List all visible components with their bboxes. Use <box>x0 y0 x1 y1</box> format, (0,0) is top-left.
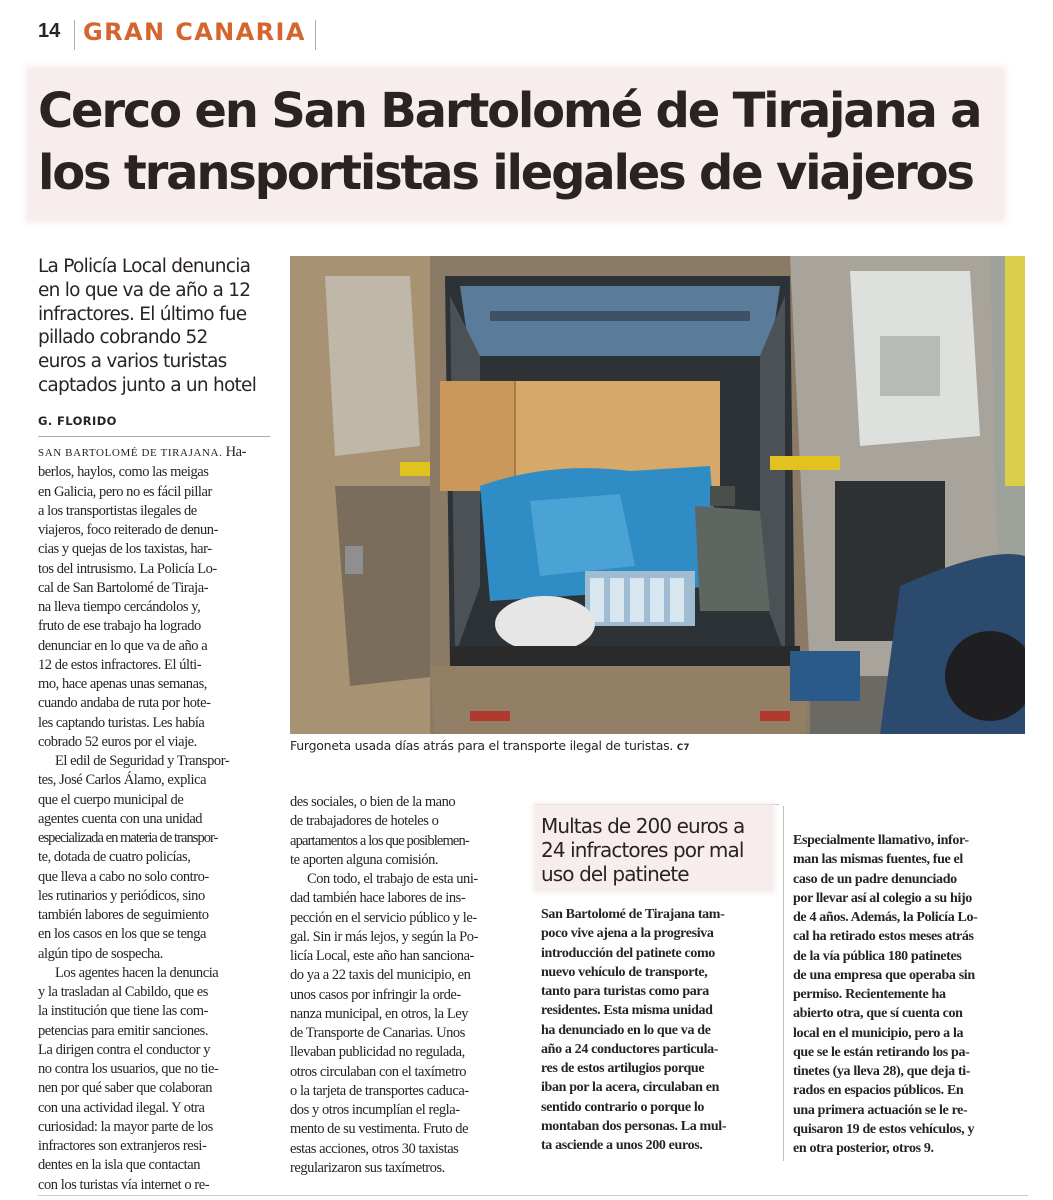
sidebar-line: caso de un padre denunciado <box>793 871 957 887</box>
body-line: curiosidad: la mayor parte de los <box>38 1118 213 1135</box>
body-line: cuando andaba de ruta por hote- <box>38 695 211 712</box>
header-divider <box>74 20 75 50</box>
body-line: con los turistas vía internet o re- <box>38 1176 210 1193</box>
body-line: El edil de Seguridad y Transpor- <box>55 753 230 769</box>
body-line: La dirigen contra el conductor y <box>38 1041 211 1058</box>
sidebar-headline <box>541 814 773 886</box>
body-line: la institución que tiene las com- <box>38 1003 208 1020</box>
sidebar-headline-line: 24 infractores por mal <box>541 838 744 862</box>
sidebar-line: residentes. Esta misma unidad <box>541 1003 713 1019</box>
body-line: a los transportistas ilegales de <box>38 502 197 519</box>
body-line: 12 de estos infractores. El últi- <box>38 656 202 673</box>
sidebar-line: iban por la acera, circulaban en <box>541 1080 720 1096</box>
sidebar-line: nuevo vehículo de transporte, <box>541 964 708 980</box>
sidebar-line: res de estos artilugios porque <box>541 1061 705 1076</box>
header-divider <box>315 20 316 50</box>
section-title: GRAN CANARIA <box>83 18 306 46</box>
body-line: des sociales, o bien de la mano <box>290 794 456 810</box>
sidebar-line: quisaron 19 de estos vehículos, y <box>793 1121 975 1137</box>
body-line: cobrado 52 euros por el viaje. <box>38 733 197 750</box>
body-line: petencias para emitir sanciones. <box>38 1022 208 1039</box>
sidebar-column-1 <box>541 905 775 1155</box>
body-line: algún tipo de sospecha. <box>38 945 163 962</box>
sidebar-line: introducción del patinete como <box>541 945 715 961</box>
byline-rule <box>38 436 270 437</box>
sidebar-line: sentido contrario o porque lo <box>541 1099 705 1115</box>
dateline: SAN BARTOLOMÉ DE TIRAJANA. <box>38 447 223 459</box>
body-line: estas acciones, otros 30 taxistas <box>290 1140 459 1157</box>
sidebar-column-2 <box>793 831 1029 1158</box>
body-line: nen por qué saber que colaboran <box>38 1080 213 1097</box>
body-line: viajeros, foco reiterado de denun- <box>38 522 218 538</box>
body-line: otros circulaban con el taxímetro <box>290 1063 466 1080</box>
body-line: con una actividad ilegal. Y otra <box>38 1099 205 1116</box>
page-number: 14 <box>38 20 61 42</box>
sidebar-line: por llevar así al colegio a su hijo <box>793 890 972 906</box>
headline-line: los transportistas ilegales de viajeros <box>38 145 973 201</box>
body-line: na lleva tiempo cercándolos y, <box>38 599 201 615</box>
headline-line: Cerco en San Bartolomé de Tirajana a <box>38 83 981 139</box>
body-line: unos casos por infringir la orde- <box>290 986 461 1003</box>
sidebar-line: en otra posterior, otros 9. <box>793 1141 934 1156</box>
caption-text: Furgoneta usada días atrás para el transporte ilegal de turistas. <box>290 738 674 753</box>
photo-caption <box>290 738 690 753</box>
body-line: gal. Sin ir más lejos, y según la Po- <box>290 928 478 945</box>
lead-line: euros a varios turistas <box>38 351 227 373</box>
body-line: les captando turistas. Les había <box>38 714 205 731</box>
body-column-2 <box>290 793 522 1178</box>
body-line: cias y quejas de los taxistas, har- <box>38 541 212 558</box>
body-line: dad también hace labores de ins- <box>290 890 466 907</box>
body-line: dos y otros incumplían el regla- <box>290 1102 460 1118</box>
body-line-text: Ha- <box>225 444 247 460</box>
body-line: denunciar en lo que va de año a <box>38 637 208 654</box>
body-line: te aporten alguna comisión. <box>290 851 439 868</box>
body-line: de Transporte de Canarias. Unos <box>290 1025 465 1041</box>
body-line: regularizaron sus taxímetros. <box>290 1159 445 1176</box>
body-line: llevaban publicidad no regulada, <box>290 1044 465 1061</box>
page-bottom-rule <box>38 1195 1028 1196</box>
body-line: berlos, haylos, como las meigas <box>38 464 209 481</box>
sidebar-line: tanto para turistas como para <box>541 984 709 999</box>
lead-line: pillado cobrando 52 <box>38 327 208 349</box>
lead-line: en lo que va de año a 12 <box>38 279 251 301</box>
body-line: les rutinarios y periódicos, sino <box>38 887 205 904</box>
body-line: infractores son extranjeros resi- <box>38 1138 207 1154</box>
sidebar-line: ta asciende a unos 200 euros. <box>541 1138 703 1153</box>
sidebar-line: poco vive ajena a la progresiva <box>541 926 714 942</box>
byline: G. FLORIDO <box>38 414 117 428</box>
sidebar-line: de una empresa que operaba sin <box>793 967 975 983</box>
body-line: que lleva a cabo no solo contro- <box>38 868 209 885</box>
van-photo <box>290 256 1025 734</box>
body-line: dentes en la isla que contactan <box>38 1157 200 1174</box>
sidebar-line: Especialmente llamativo, infor- <box>793 833 969 848</box>
body-line: te, dotada de cuatro policías, <box>38 849 191 866</box>
sidebar-line: una primera actuación se le re- <box>793 1102 968 1118</box>
lead-paragraph <box>38 255 278 398</box>
body-column-1 <box>38 443 270 1195</box>
lead-line: infractores. El último fue <box>38 303 247 325</box>
body-line: Con todo, el trabajo de esta uni- <box>307 871 478 887</box>
sidebar-line: man las mismas fuentes, fue el <box>793 852 963 868</box>
body-line: también labores de seguimiento <box>38 907 209 923</box>
body-line: licía Local, este año han sanciona- <box>290 948 474 964</box>
body-line: en los casos en los que se tenga <box>38 926 207 943</box>
sidebar-line: de la vía pública 180 patinetes <box>793 948 962 964</box>
sidebar-line: año a 24 conductores particula- <box>541 1041 719 1057</box>
body-line: mo, hace apenas unas semanas, <box>38 676 207 692</box>
body-line: apartamentos a los que posiblemen- <box>290 832 469 849</box>
sidebar-line: ha denunciado en lo que va de <box>541 1022 711 1038</box>
body-line: o la tarjeta de transportes caduca- <box>290 1082 469 1099</box>
sidebar-headline-line: Multas de 200 euros a <box>541 814 745 838</box>
body-line: de trabajadores de hoteles o <box>290 813 439 830</box>
lead-line: captados junto a un hotel <box>38 374 257 396</box>
sidebar-line: local en el municipio, pero a la <box>793 1025 964 1041</box>
body-line: en Galicia, pero no es fácil pillar <box>38 483 212 500</box>
sidebar-line: montaban dos personas. La mul- <box>541 1118 727 1134</box>
body-line: agentes cuenta con una unidad <box>38 810 203 827</box>
body-line: mento de su vestimenta. Fruto de <box>290 1121 469 1138</box>
body-line: especializada en materia de transpor- <box>38 830 218 846</box>
sidebar-line: abierto otra, que sí cuenta con <box>793 1006 963 1022</box>
sidebar-line: que se le están retirando los pa- <box>793 1044 970 1060</box>
body-line: que el cuerpo municipal de <box>38 791 184 808</box>
body-line: do ya a 22 taxis del municipio, en <box>290 967 471 984</box>
body-line: no contra los usuarios, que no tie- <box>38 1061 219 1077</box>
body-line: tes, José Carlos Álamo, explica <box>38 772 207 789</box>
body-line: y la trasladan al Cabildo, que es <box>38 984 208 1000</box>
body-line: pección en el servicio público y le- <box>290 909 477 926</box>
sidebar-line: cal ha retirado estos meses atrás <box>793 929 974 945</box>
sidebar-divider <box>783 806 784 1161</box>
lead-line: La Policía Local denuncia <box>38 256 251 277</box>
body-line: nanza municipal, en otros, la Ley <box>290 1005 469 1022</box>
sidebar-line: tinetes (ya lleva 28), que deja ti- <box>793 1064 971 1079</box>
sidebar-line: San Bartolomé de Tirajana tam- <box>541 907 725 922</box>
body-line: cal de San Bartolomé de Tiraja- <box>38 579 209 596</box>
body-line: Los agentes hacen la denuncia <box>55 964 219 981</box>
photo-credit: C7 <box>676 743 690 753</box>
sidebar-line: de 4 años. Además, la Policía Lo- <box>793 910 978 925</box>
headline <box>38 80 998 204</box>
body-line: fruto de ese trabajo ha logrado <box>38 618 201 635</box>
sidebar-line: permiso. Recientemente ha <box>793 987 946 1002</box>
sidebar-headline-line: uso del patinete <box>541 862 689 886</box>
sidebar-line: rados en espacios públicos. En <box>793 1083 964 1099</box>
body-line: tos del intrusismo. La Policía Lo- <box>38 560 217 577</box>
body-line <box>38 443 270 463</box>
